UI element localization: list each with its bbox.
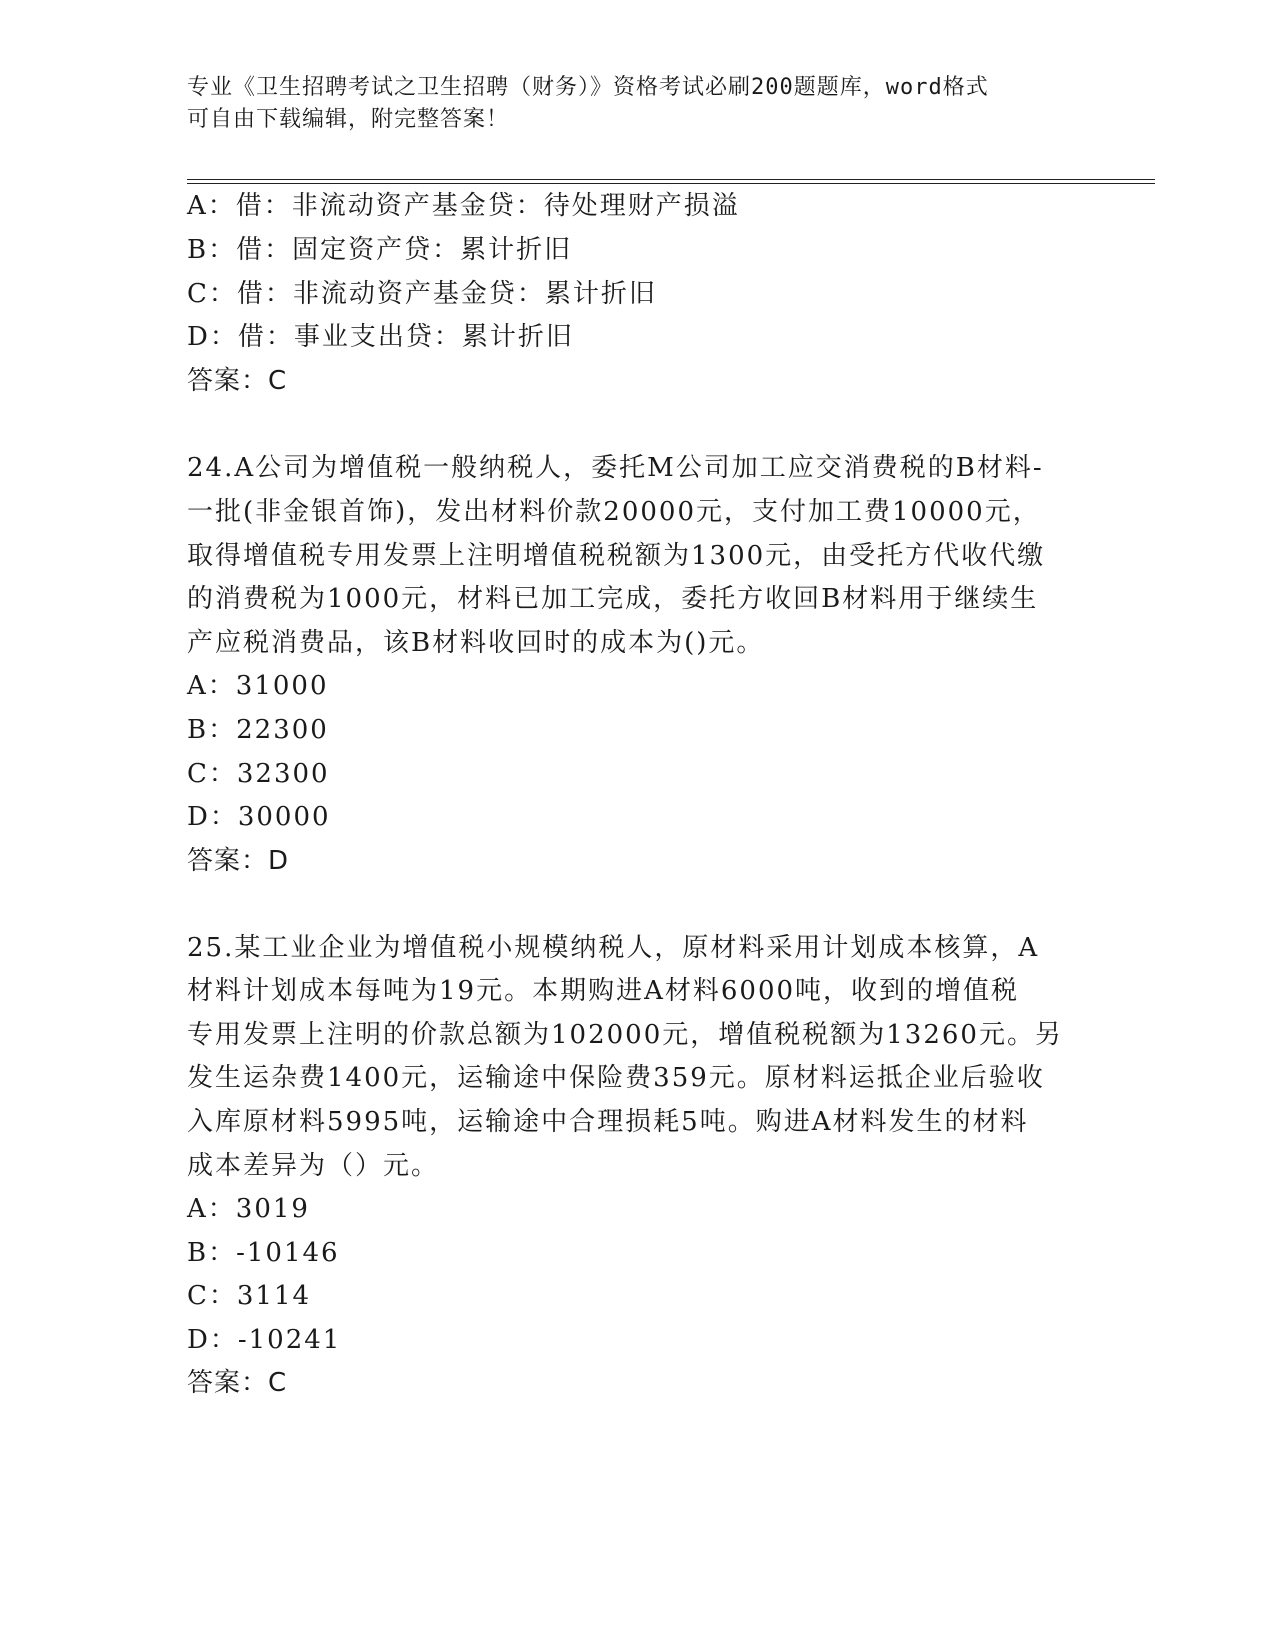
q24-answer: 答案：D xyxy=(187,846,290,876)
q25-option-a: A：3019 xyxy=(187,1194,310,1224)
q24-option-c: C：32300 xyxy=(187,759,330,789)
header-line-2: 可自由下载编辑，附完整答案！ xyxy=(187,107,510,132)
q24-option-a: A：31000 xyxy=(187,671,329,701)
q24-stem-line: 产应税消费品，该B材料收回时的成本为()元。 xyxy=(187,628,765,658)
q23-option-b: B：借：固定资产贷：累计折旧 xyxy=(187,235,573,265)
q23-option-a: A：借：非流动资产基金贷：待处理财产损溢 xyxy=(187,191,740,221)
q25-option-c: C：3114 xyxy=(187,1281,312,1311)
q25-stem-line: 材料计划成本每吨为19元。本期购进A材料6000吨，收到的增值税 xyxy=(187,976,1020,1006)
q23-answer: 答案：C xyxy=(187,366,288,396)
q23-option-c: C：借：非流动资产基金贷：累计折旧 xyxy=(187,279,657,309)
q25-stem-line: 发生运杂费1400元，运输途中保险费359元。原材料运抵企业后验收 xyxy=(187,1063,1045,1093)
header-line-1: 专业《卫生招聘考试之卫生招聘（财务）》资格考试必刷200题题库，word格式 xyxy=(187,75,989,100)
q24-stem-line: 的消费税为1000元，材料已加工完成，委托方收回B材料用于继续生 xyxy=(187,584,1039,614)
q25-stem-line: 25.某工业企业为增值税小规模纳税人，原材料采用计划成本核算，A xyxy=(187,933,1040,963)
header-divider-top xyxy=(187,179,1155,180)
q24-stem-line: 24.A公司为增值税一般纳税人，委托M公司加工应交消费税的B材料- xyxy=(187,453,1044,483)
q25-stem-line: 入库原材料5995吨，运输途中合理损耗5吨。购进A材料发生的材料 xyxy=(187,1107,1029,1137)
q25-stem-line: 成本差异为（）元。 xyxy=(187,1151,440,1181)
q25-answer: 答案：C xyxy=(187,1368,288,1398)
q24-option-b: B：22300 xyxy=(187,715,329,745)
header-divider-bottom xyxy=(187,183,1155,184)
q24-option-d: D：30000 xyxy=(187,802,331,832)
q23-option-d: D：借：事业支出贷：累计折旧 xyxy=(187,322,574,352)
q25-option-b: B：-10146 xyxy=(187,1238,340,1268)
q25-stem-line: 专用发票上注明的价款总额为102000元，增值税税额为13260元。另 xyxy=(187,1020,1063,1050)
q24-stem-line: 一批(非金银首饰)，发出材料价款20000元，支付加工费10000元， xyxy=(187,497,1041,527)
q25-option-d: D：-10241 xyxy=(187,1325,342,1355)
q24-stem-line: 取得增值税专用发票上注明增值税税额为1300元，由受托方代收代缴 xyxy=(187,541,1046,571)
document-header xyxy=(187,72,1087,136)
